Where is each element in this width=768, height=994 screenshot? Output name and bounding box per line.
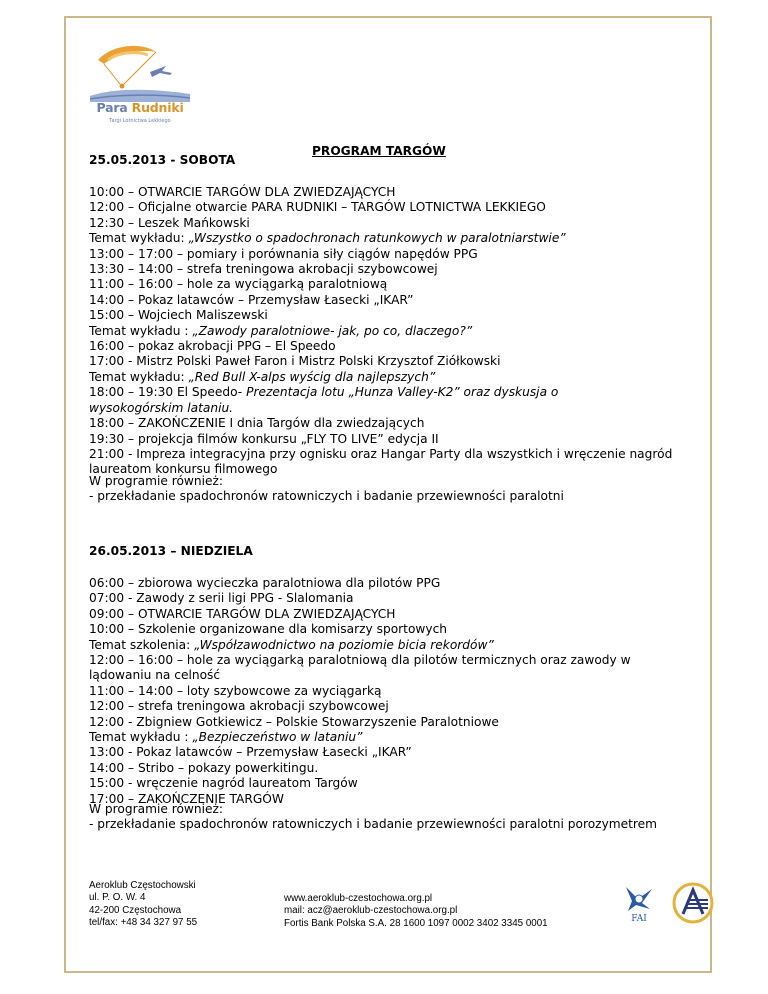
day2-item: [89, 776, 689, 791]
day2-also-title: W programie również:: [89, 802, 223, 816]
day2-schedule: [89, 576, 689, 807]
day2-item: [89, 730, 689, 745]
schedule-text: 19:30 – projekcja filmów konkursu „FLY TO LIVE” edycja II: [89, 431, 439, 446]
schedule-text: 18:00 – ZAKOŃCZENIE I dnia Targów dla zwiedzających: [89, 416, 425, 431]
footer-website: www.aeroklub-czestochowa.org.pl: [284, 893, 433, 904]
day1-item: [89, 216, 689, 231]
day2-also-text: - przekładanie spadochronów ratowniczych i badanie przewiewności paralotni porozymetrem: [89, 817, 658, 832]
schedule-text: 14:00 – Stribo – pokazy powerkitingu.: [89, 760, 319, 775]
schedule-topic: „Wszystko o spadochronach ratunkowych w paralotniarstwie”: [188, 231, 566, 246]
day1-item: [89, 416, 689, 431]
schedule-prefix: 18:00 – 19:30 El Speedo-: [89, 385, 247, 400]
schedule-prefix: Temat wykładu :: [89, 730, 193, 745]
day1-item: [89, 262, 689, 277]
day1-item: [89, 185, 689, 200]
footer-org-name: Aeroklub Częstochowski: [89, 880, 196, 891]
schedule-text: 09:00 – OTWARCIE TARGÓW DLA ZWIEDZAJĄCYCH: [89, 606, 396, 621]
footer-contact: [284, 893, 548, 930]
schedule-text: 14:00 – Pokaz latawców – Przemysław Łasecki „IKAR”: [89, 292, 414, 307]
schedule-text: 17:00 – ZAKOŃCZENIE TARGÓW: [89, 791, 284, 806]
day2-item: [89, 607, 689, 622]
day1-item: [89, 432, 689, 447]
day1-item: [89, 308, 689, 323]
day2-item: [89, 684, 689, 699]
day2-date: 26.05.2013 – NIEDZIELA: [89, 544, 253, 558]
schedule-prefix: Temat wykładu:: [89, 231, 189, 246]
day1-item: [89, 293, 689, 308]
day1-item: [89, 324, 689, 339]
footer-city: 42-200 Częstochowa: [89, 904, 182, 916]
schedule-text: 12:00 – 16:00 – hole za wyciągarką paralotniową dla pilotów termicznych oraz zawody w lądowaniu na celność: [89, 653, 631, 683]
day1-item: [89, 231, 689, 246]
day2-item: [89, 576, 689, 591]
schedule-text: 06:00 – zbiorowa wycieczka paralotniowa dla pilotów PPG: [89, 576, 441, 590]
schedule-text: 17:00 - Mistrz Polski Paweł Faron i Mistrz Polski Krzysztof Ziółkowski: [89, 354, 501, 369]
day2-item: [89, 715, 689, 730]
day2-also-section: [89, 802, 689, 833]
aeroklub-emblem: [672, 882, 714, 924]
paraglider-logo-graphic: [90, 42, 190, 102]
schedule-text: 13:30 – 14:00 – strefa treningowa akrobacji szybowcowej: [89, 262, 438, 277]
schedule-topic: „Współzawodnictwo na poziomie bicia rekordów”: [194, 637, 494, 652]
day1-also-text: - przekładanie spadochronów ratowniczych i badanie przewiewności paralotni: [89, 489, 564, 504]
day1-date: 25.05.2013 - SOBOTA: [89, 153, 236, 167]
day1-item: [89, 200, 689, 215]
schedule-topic: „Bezpieczeństwo w lataniu”: [192, 730, 363, 745]
day1-item: [89, 401, 689, 416]
day1-item: [89, 277, 689, 292]
day1-item: [89, 385, 689, 400]
para-rudniki-logo: [90, 42, 190, 128]
schedule-topic: „Zawody paralotniowe- jak, po co, dlaczego?”: [192, 323, 473, 338]
footer-email: mail: acz@aeroklub-czestochowa.org.pl: [284, 905, 458, 917]
logo-subtitle: Targi Lotnictwa Lekkiego: [109, 118, 171, 124]
schedule-text: 07:00 - Zawody z serii ligi PPG - Slalomania: [89, 591, 354, 606]
schedule-text: 15:00 – Wojciech Maliszewski: [89, 308, 268, 323]
day1-item: [89, 354, 689, 369]
day2-item: [89, 591, 689, 606]
schedule-text: 10:00 – OTWARCIE TARGÓW DLA ZWIEDZAJĄCYCH: [89, 185, 396, 199]
day1-schedule: [89, 185, 689, 478]
schedule-text: 12:30 – Leszek Mańkowski: [89, 215, 250, 230]
schedule-prefix: Temat wykładu :: [89, 323, 193, 338]
day2-item: [89, 761, 689, 776]
day2-item: [89, 638, 689, 653]
footer-address: [89, 880, 197, 930]
footer-bank: Fortis Bank Polska S.A. 28 1600 1097 0002 3402 3345 0001: [284, 917, 548, 929]
schedule-text: 11:00 – 14:00 – loty szybowcowe za wyciągarką: [89, 683, 382, 698]
day1-item: [89, 370, 689, 385]
schedule-prefix: Temat szkolenia:: [89, 637, 195, 652]
schedule-topic: wysokogórskim lataniu.: [89, 400, 234, 415]
logo-name: Para Rudniki: [96, 100, 184, 115]
day1-also-title: W programie również:: [89, 474, 223, 488]
schedule-text: 13:00 – 17:00 – pomiary i porównania siły ciągów napędów PPG: [89, 246, 478, 261]
day2-item: [89, 653, 689, 684]
schedule-text: 21:00 - Impreza integracyjna przy ognisku oraz Hangar Party dla wszystkich i wręczenie nagród laureatom konkursu filmowego: [89, 446, 673, 477]
day2-item: [89, 745, 689, 760]
schedule-text: 10:00 – Szkolenie organizowane dla komisarzy sportowych: [89, 622, 448, 637]
day2-item: [89, 622, 689, 637]
schedule-text: 11:00 – 16:00 – hole za wyciągarką paralotniową: [89, 277, 388, 292]
day2-item: [89, 699, 689, 714]
day1-item: [89, 339, 689, 354]
fai-emblem-icon: [622, 883, 656, 923]
fai-logo: [622, 883, 656, 923]
svg-text:FAI: FAI: [631, 914, 647, 923]
aeroklub-emblem-icon: [672, 882, 714, 924]
schedule-text: 12:00 - Zbigniew Gotkiewicz – Polskie Stowarzyszenie Paralotniowe: [89, 714, 499, 729]
schedule-prefix: Temat wykładu:: [89, 369, 189, 384]
schedule-text: 12:00 – strefa treningowa akrobacji szybowcowej: [89, 699, 389, 714]
day1-item: [89, 247, 689, 262]
footer-phone: tel/fax: +48 34 327 97 55: [89, 917, 198, 929]
schedule-text: 15:00 - wręczenie nagród laureatom Targów: [89, 776, 358, 791]
schedule-text: 12:00 – Oficjalne otwarcie PARA RUDNIKI – TARGÓW LOTNICTWA LEKKIEGO: [89, 200, 546, 215]
program-title: PROGRAM TARGÓW: [312, 144, 446, 158]
schedule-text: 16:00 – pokaz akrobacji PPG – El Speedo: [89, 339, 336, 354]
day1-also-section: [89, 474, 689, 505]
schedule-topic: Prezentacja lotu „Hunza Valley-K2” oraz dyskusja o: [246, 385, 559, 400]
schedule-topic: „Red Bull X-alps wyścig dla najlepszych”: [188, 369, 436, 384]
schedule-text: 13:00 - Pokaz latawców – Przemysław Łasecki „IKAR”: [89, 745, 412, 760]
footer-street: ul. P. O. W. 4: [89, 892, 146, 904]
